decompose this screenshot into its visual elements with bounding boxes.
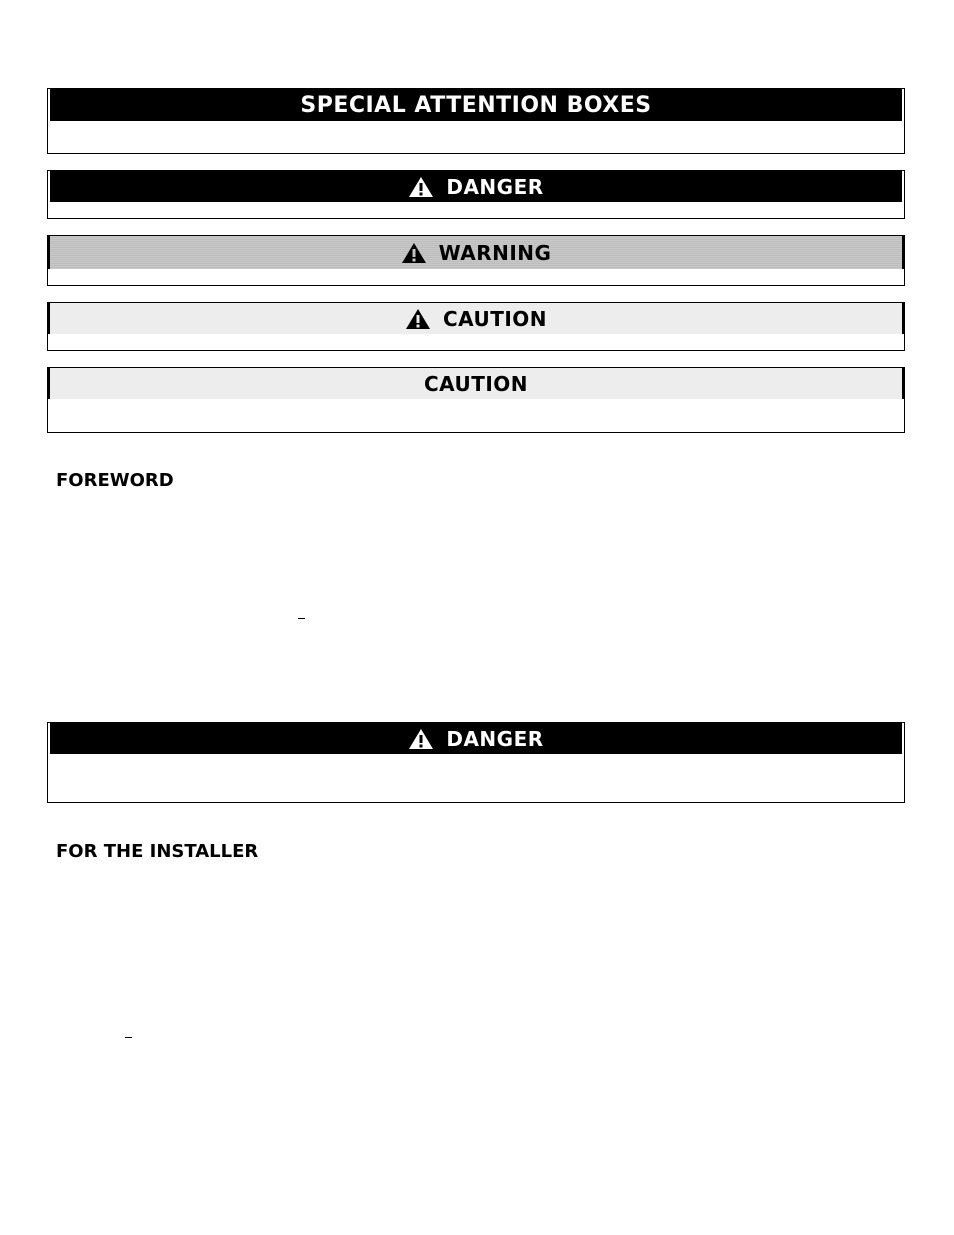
caution-box bbox=[47, 302, 905, 351]
warning-box bbox=[47, 235, 905, 286]
danger-header bbox=[50, 723, 902, 754]
special-attention-header bbox=[50, 89, 902, 121]
warning-triangle-icon bbox=[401, 242, 427, 264]
dash-mark bbox=[125, 1037, 132, 1038]
danger-title: DANGER bbox=[446, 726, 544, 751]
foreword-heading: FOREWORD bbox=[56, 470, 174, 491]
installer-heading: FOR THE INSTALLER bbox=[56, 841, 259, 862]
danger-header bbox=[50, 171, 902, 202]
special-attention-title: SPECIAL ATTENTION BOXES bbox=[300, 92, 652, 118]
warning-triangle-icon bbox=[408, 176, 434, 198]
caution-notice-header bbox=[50, 368, 902, 399]
warning-triangle-icon bbox=[405, 308, 431, 330]
caution-title: CAUTION bbox=[442, 306, 548, 331]
special-attention-box bbox=[47, 88, 905, 154]
caution-notice-box bbox=[47, 367, 905, 433]
warning-title: WARNING bbox=[438, 240, 552, 265]
caution-header bbox=[50, 303, 902, 334]
danger-title: DANGER bbox=[446, 174, 544, 199]
danger-box-foreword bbox=[47, 722, 905, 803]
caution-notice-title: CAUTION bbox=[423, 371, 529, 396]
dash-mark bbox=[298, 618, 305, 619]
warning-triangle-icon bbox=[408, 728, 434, 750]
danger-box bbox=[47, 170, 905, 219]
warning-header bbox=[50, 236, 902, 269]
